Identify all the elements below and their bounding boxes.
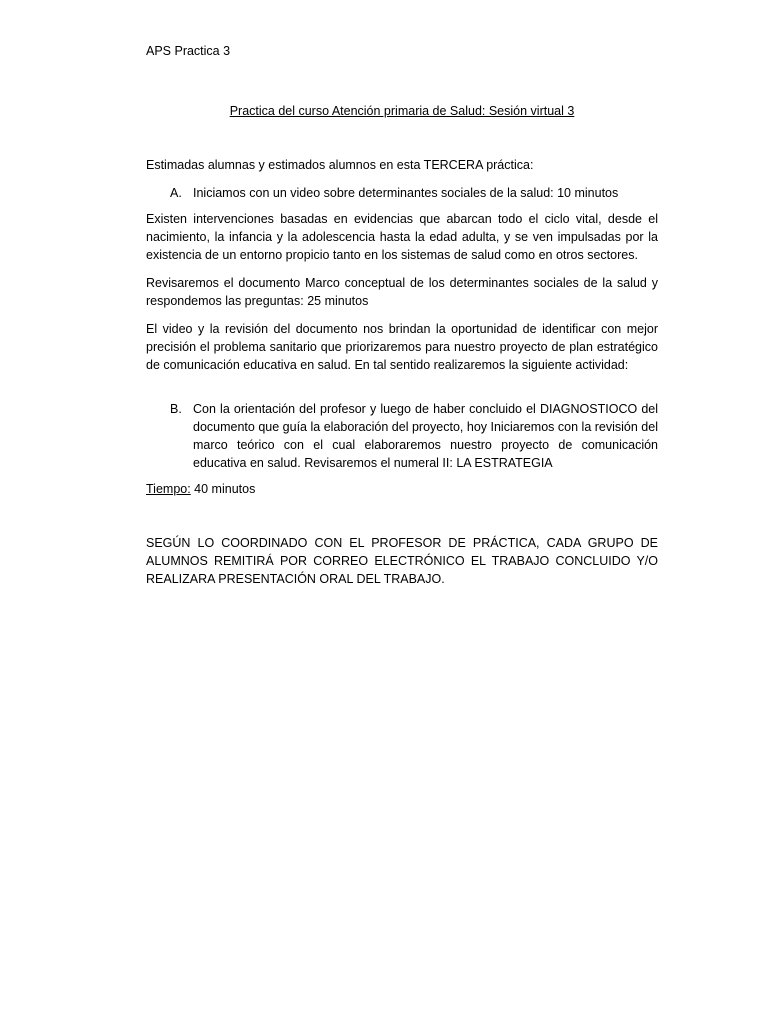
- tiempo-line: [146, 480, 658, 498]
- tiempo-value: 40 minutos: [190, 482, 256, 496]
- page-header: APS Practica 3: [146, 44, 231, 58]
- greeting-text: Estimadas alumnas y estimados alumnos en esta TERCERA práctica:: [146, 158, 534, 172]
- paragraph-evidencias: Existen intervenciones basadas en evidencias que abarcan todo el ciclo vital, desde el nacimiento, la infancia y la adolescencia hasta la edad adulta, y se ven impulsadas por la existencia de un entorno propicio tanto en los sistemas de salud como en otros sectores.: [146, 212, 658, 262]
- paragraph-video: El video y la revisión del documento nos brindan la oportunidad de identificar con mejor precisión el problema sanitario que priorizaremos para nuestro proyecto de plan estratégico de comunicación educativa en salud. En tal sentido realizaremos la siguiente actividad:: [146, 322, 658, 372]
- list-marker-b: B.: [170, 402, 182, 416]
- paragraph-revisaremos: Revisaremos el documento Marco conceptual de los determinantes sociales de la salud y respondemos las preguntas: 25 minutos: [146, 276, 658, 308]
- list-text-b: Con la orientación del profesor y luego de haber concluido el DIAGNOSTIOCO del documento que guía la elaboración del proyecto, hoy Iniciaremos con la revisión del marco teórico con el cual elaboraremos nuestro proyecto de comunicación educativa en salud. Revisaremos el numeral II: LA ESTRATEGIA: [193, 402, 658, 470]
- document-title: Practica del curso Atención primaria de Salud: Sesión virtual 3: [229, 104, 575, 118]
- tiempo-label: Tiempo:: [146, 482, 191, 496]
- list-text-a: Iniciamos con un video sobre determinantes sociales de la salud: 10 minutos: [193, 186, 619, 200]
- document-page: [146, 0, 658, 1024]
- list-marker-a: A.: [170, 186, 182, 200]
- closing-notice: SEGÚN LO COORDINADO CON EL PROFESOR DE PRÁCTICA, CADA GRUPO DE ALUMNOS REMITIRÁ POR CORREO ELECTRÓNICO EL TRABAJO CONCLUIDO Y/O REALIZARA PRESENTACIÓN ORAL DEL TRABAJO.: [146, 536, 658, 586]
